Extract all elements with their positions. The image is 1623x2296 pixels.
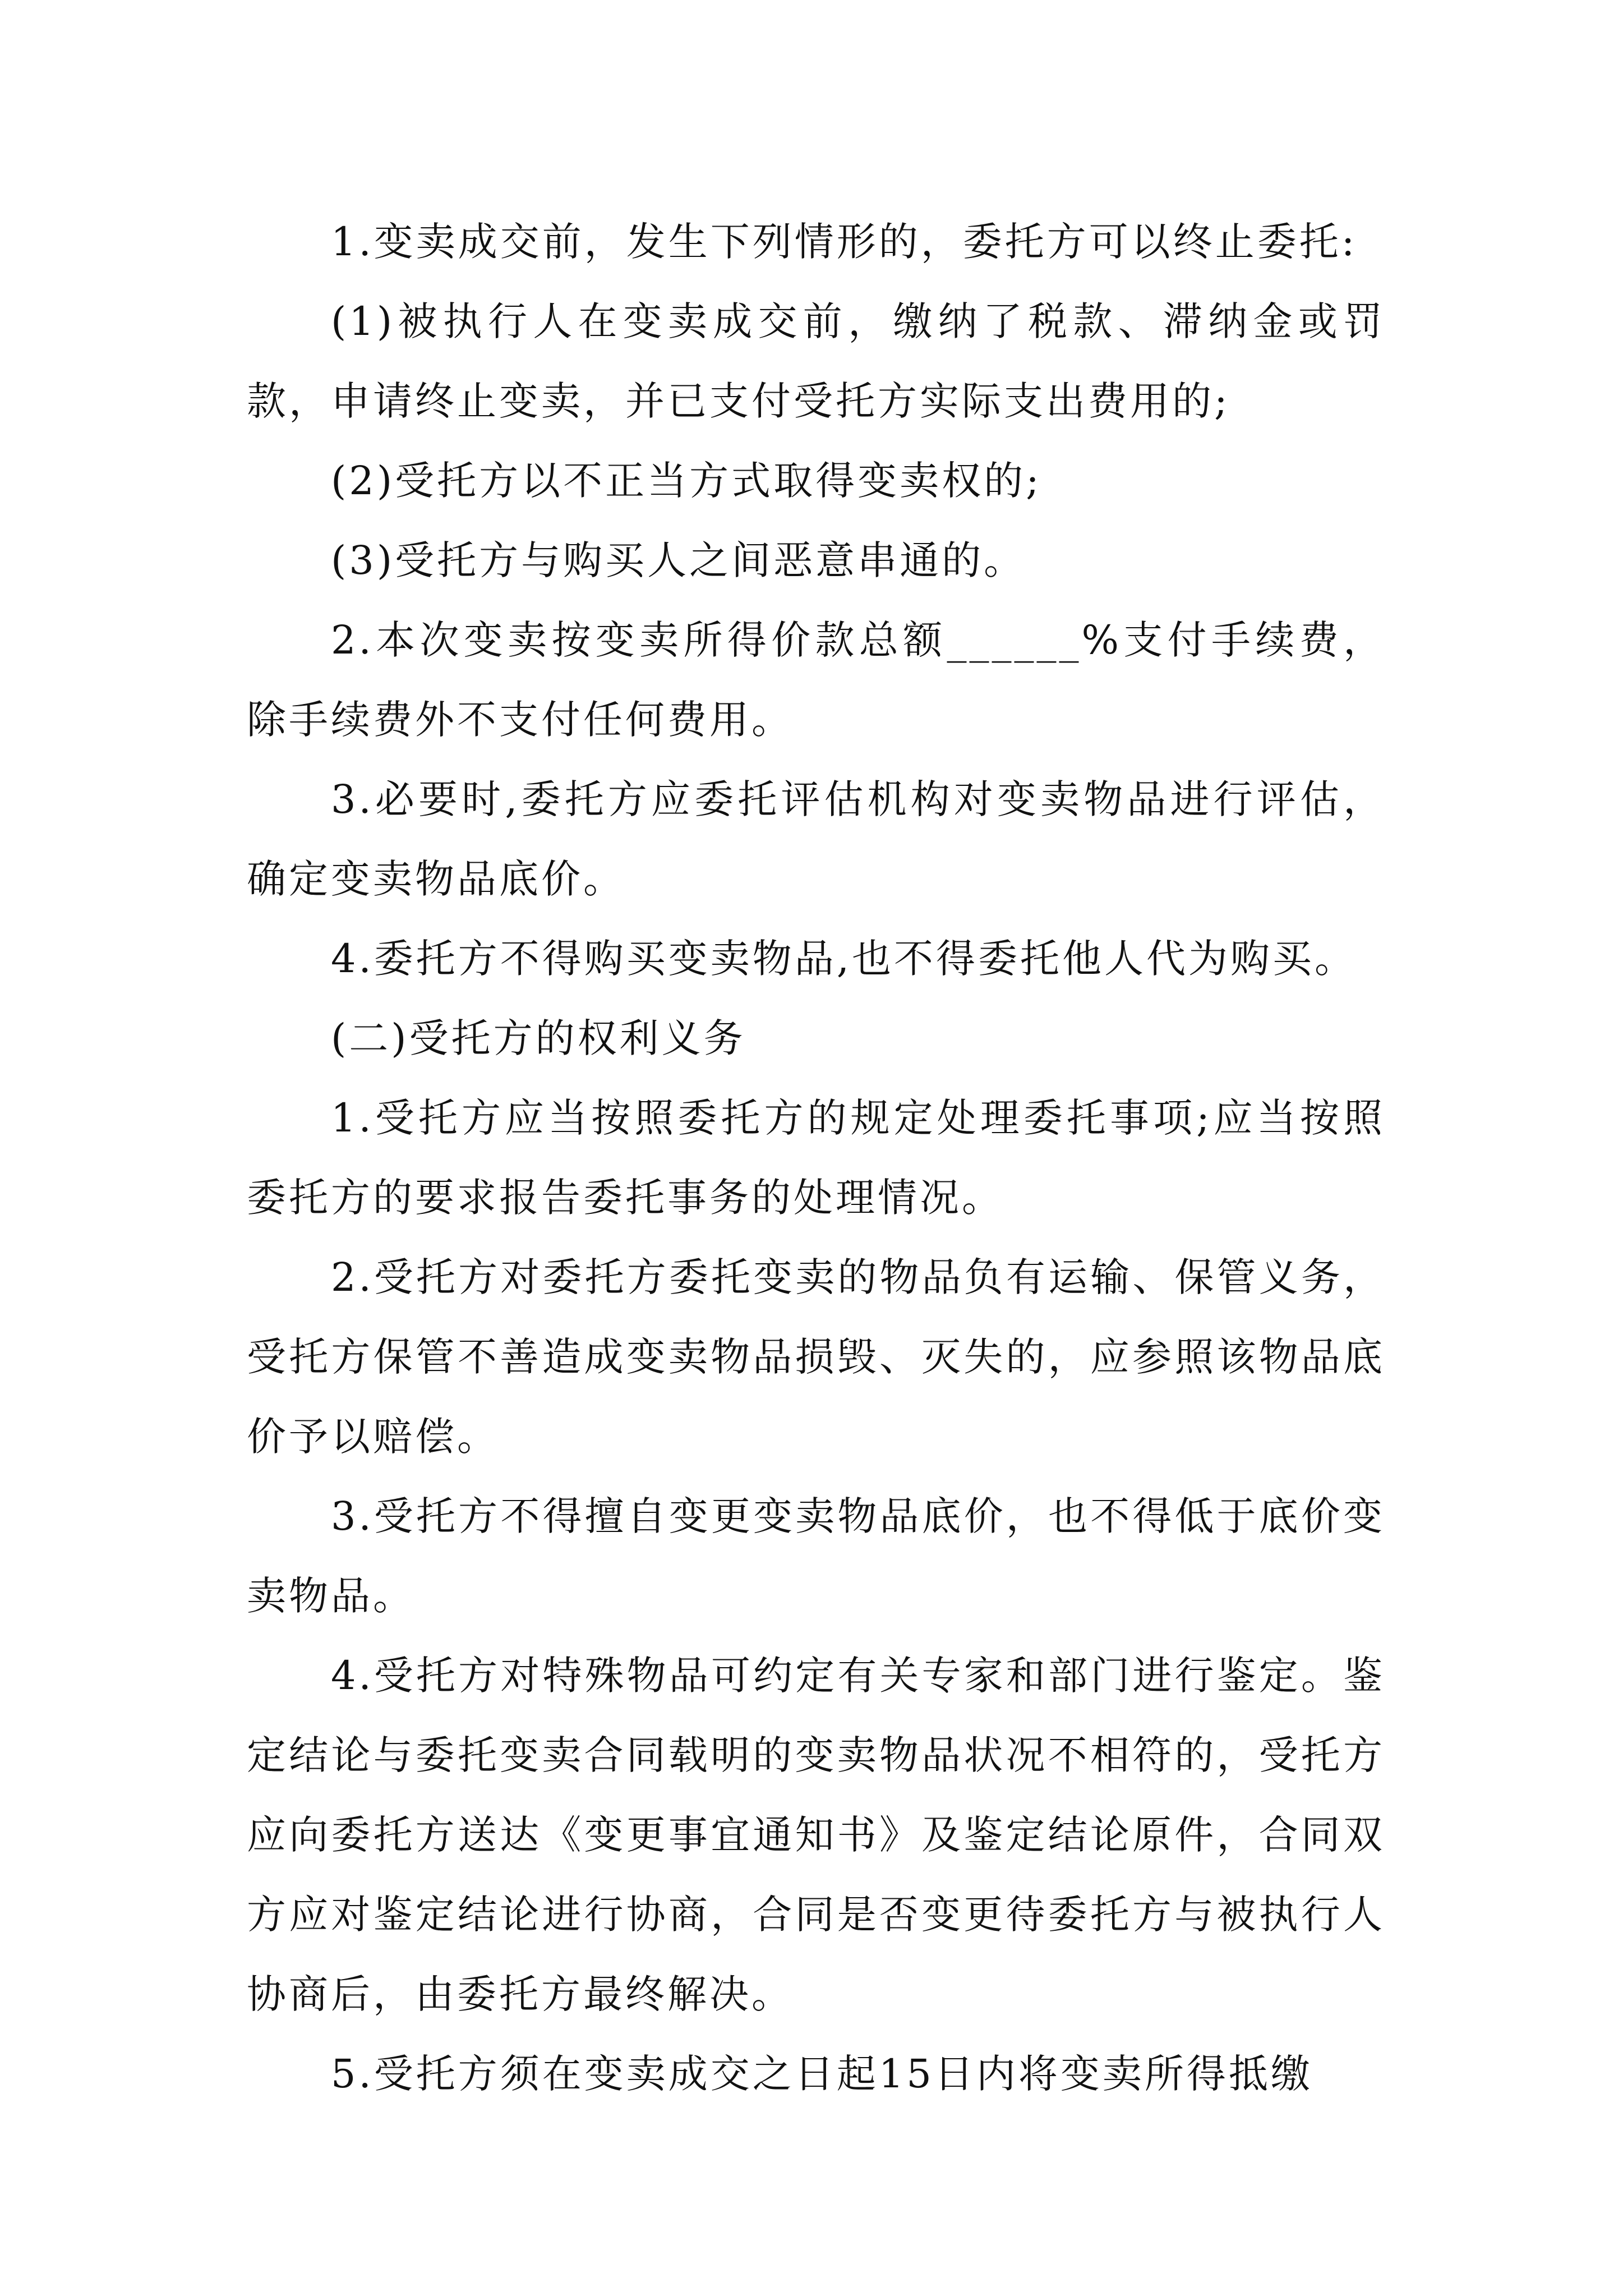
paragraph-appraisal: 3.必要时,委托方应委托评估机构对变卖物品进行评估，确定变卖物品底价。 — [247, 776, 1385, 902]
paragraph-trustee-duty-5: 5.受托方须在变卖成交之日起15日内将变卖所得抵缴 — [331, 2051, 1313, 2097]
section-heading-trustee-rights: (二)受托方的权利义务 — [331, 1015, 746, 1061]
paragraph-no-purchase: 4.委托方不得购买变卖物品,也不得委托他人代为购买。 — [331, 936, 1357, 982]
document-body — [247, 202, 1385, 2114]
paragraph-termination-conditions: 1.变卖成交前，发生下列情形的，委托方可以终止委托: — [331, 219, 1358, 265]
paragraph-trustee-duty-3: 3.受托方不得擅自变更变卖物品底价，也不得低于底价变卖物品。 — [247, 1493, 1385, 1619]
paragraph-condition-2: (2)受托方以不正当方式取得变卖权的; — [331, 458, 1042, 504]
paragraph-handling-fee: 2.本次变卖按变卖所得价款总额______%支付手续费，除手续费外不支付任何费用。 — [247, 617, 1385, 743]
paragraph-condition-3: (3)受托方与购买人之间恶意串通的。 — [331, 537, 1026, 583]
paragraph-trustee-duty-1: 1.受托方应当按照委托方的规定处理委托事项;应当按照委托方的要求报告委托事务的处理情况。 — [247, 1095, 1385, 1221]
paragraph-trustee-duty-2: 2.受托方对委托方委托变卖的物品负有运输、保管义务，受托方保管不善造成变卖物品损毁、灭失的，应参照该物品底价予以赔偿。 — [247, 1254, 1385, 1460]
paragraph-condition-1: (1)被执行人在变卖成交前，缴纳了税款、滞纳金或罚款，申请终止变卖，并已支付受托方实际支出费用的; — [247, 298, 1385, 424]
paragraph-trustee-duty-4: 4.受托方对特殊物品可约定有关专家和部门进行鉴定。鉴定结论与委托变卖合同载明的变卖物品状况不相符的，受托方应向委托方送达《变更事宜通知书》及鉴定结论原件，合同双方应对鉴定结论进行协商，合同是否变更待委托方与被执行人协商后，由委托方最终解决。 — [247, 1653, 1385, 2017]
